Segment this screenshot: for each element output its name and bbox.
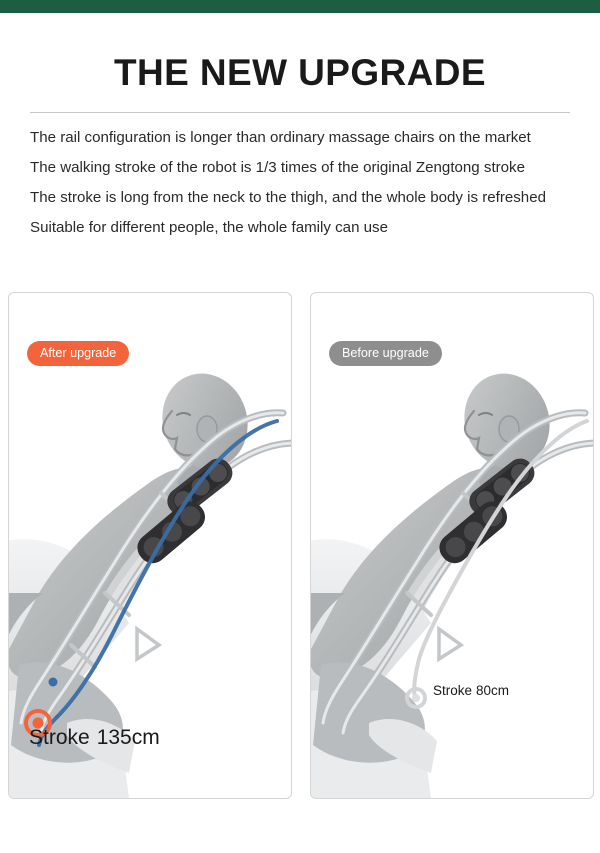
stroke-value-before: 80cm <box>476 683 510 698</box>
description-line-4: Suitable for different people, the whole family can use <box>30 219 388 236</box>
description-line-3: The stroke is long from the neck to the thigh, and the whole body is refreshed <box>30 189 546 206</box>
stroke-value-after: 135cm <box>96 726 160 749</box>
description-line-2: The walking stroke of the robot is 1/3 times of the original Zengtong stroke <box>30 159 525 176</box>
description-line-1: The rail configuration is longer than ordinary massage chairs on the market <box>30 129 531 146</box>
comparison-panels <box>8 292 592 797</box>
top-accent-bar <box>0 0 600 13</box>
stroke-label-before: Stroke <box>433 683 473 698</box>
panel-after-upgrade <box>8 292 292 799</box>
bottom-white-strip <box>0 799 600 853</box>
panel-before-upgrade <box>310 292 594 799</box>
stroke-caption-after <box>29 726 160 750</box>
tag-before-upgrade: Before upgrade <box>329 341 442 366</box>
before-upgrade-illustration <box>311 293 593 798</box>
stroke-label-after: Stroke <box>29 726 90 749</box>
after-upgrade-illustration <box>9 293 291 798</box>
title-divider <box>30 112 570 113</box>
page-title: THE NEW UPGRADE <box>114 52 486 93</box>
tag-after-upgrade: After upgrade <box>27 341 129 366</box>
stroke-caption-before <box>433 683 509 698</box>
description-block <box>30 126 578 246</box>
